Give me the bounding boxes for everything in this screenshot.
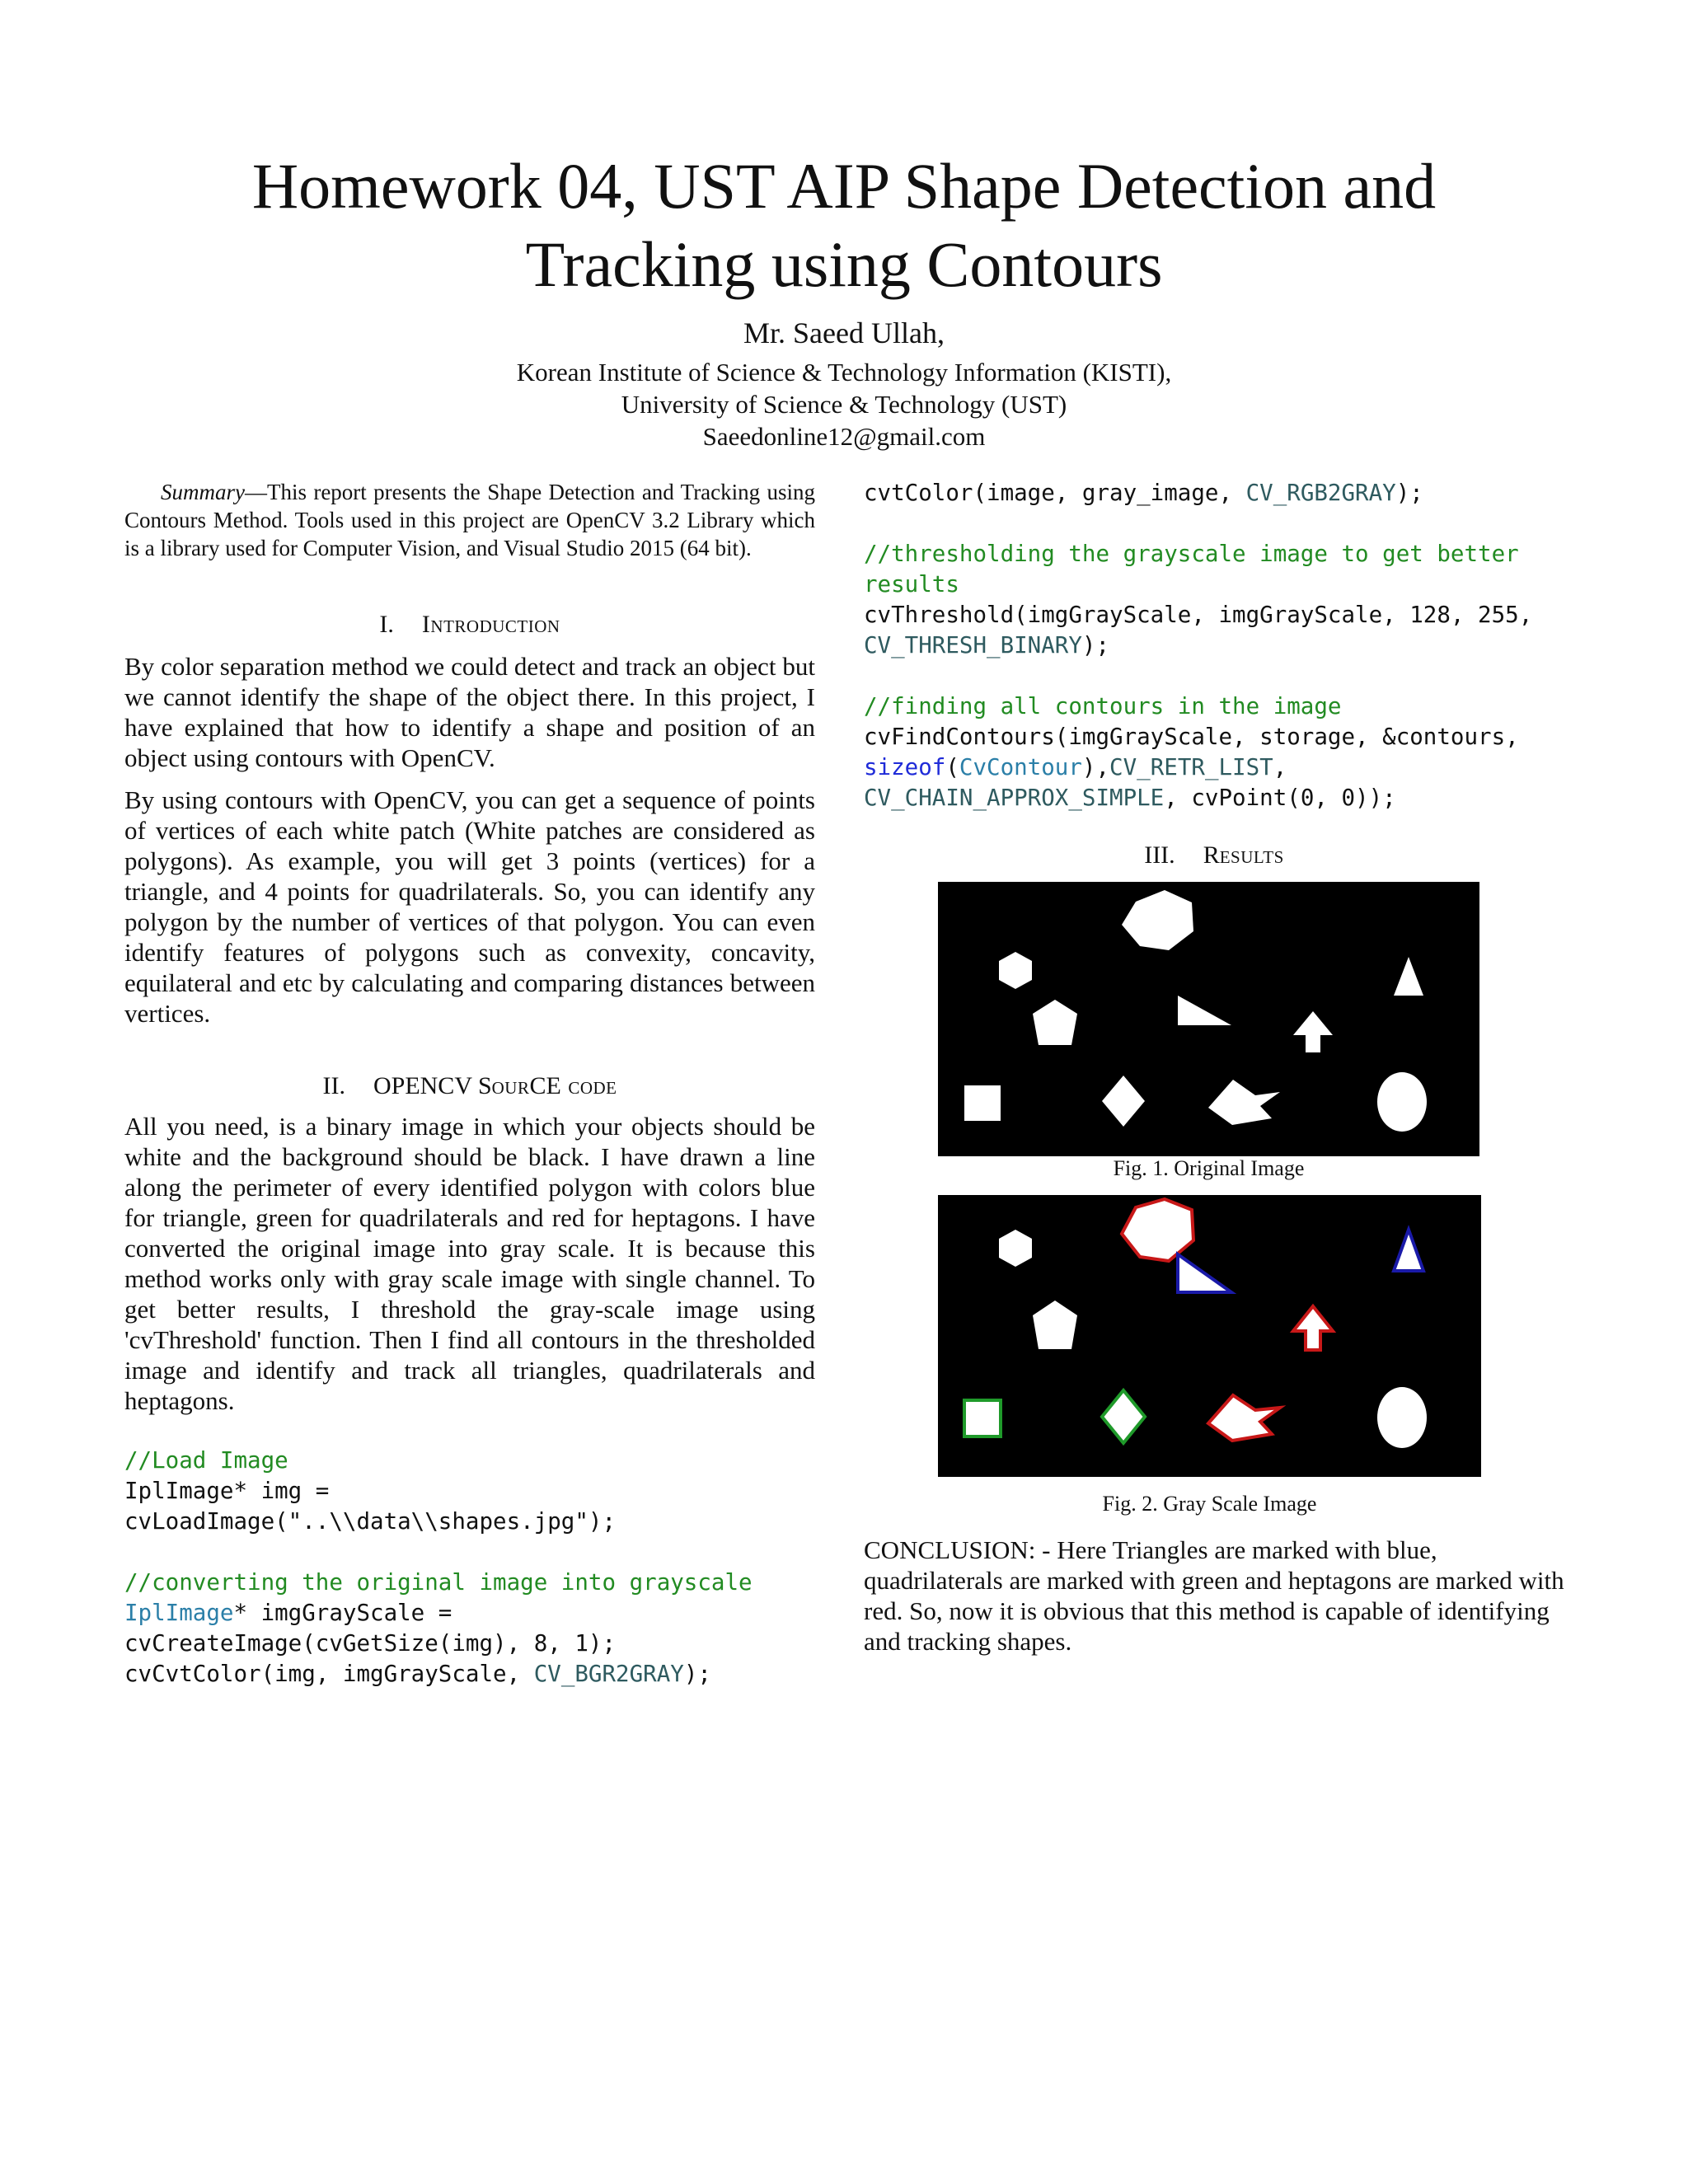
section-number: I.	[379, 611, 394, 638]
section-heading-results	[864, 841, 1564, 870]
code-line: cvFindContours(imgGrayScale, storage, &contours,	[864, 724, 1519, 750]
ellipse-shape	[1377, 1072, 1427, 1132]
left-column	[124, 478, 815, 1690]
code-comment: //converting the original image into grayscale	[124, 1569, 753, 1596]
code-comment: //Load Image	[124, 1447, 288, 1474]
author-email: Saeedonline12@gmail.com	[702, 422, 986, 451]
section-title-part-d: E code	[546, 1072, 617, 1099]
code-block-left	[124, 1446, 815, 1690]
affiliation-kisti: Korean Institute of Science & Technology Information (KISTI),	[516, 358, 1172, 387]
source-paragraph: All you need, is a binary image in which your objects should be white and the background should be black. I have drawn a line along the perimeter of every identified polygon with colors blue for triangle, green for quadrilaterals and red for heptagons. I have converted the original image into gray scale. It is because this method works only with gray scale image with single channel. To get better results, I threshold the gray-scale image using 'cvThreshold' function. Then I find all contours in the thresholded image and identify and track all triangles, quadrilaterals and heptagons.	[124, 1112, 815, 1415]
ellipse-shape	[1377, 1387, 1427, 1448]
title-line-2: Tracking using Contours	[525, 228, 1163, 300]
code-line: CV_CHAIN_APPROX_SIMPLE, cvPoint(0, 0));	[864, 785, 1396, 811]
code-comment: results	[864, 571, 959, 598]
section-title-part-a: R	[1203, 841, 1220, 869]
intro-paragraph-1: By color separation method we could detect and track an object but we cannot identify the shape of the object there. In this project, I have explained that how to identify a shape and position of an object using contours with OpenCV.	[124, 652, 815, 772]
section-number: II.	[322, 1072, 345, 1099]
summary-dash: —	[245, 480, 267, 504]
square-marked-green	[964, 1400, 1001, 1436]
square-shape	[964, 1085, 1001, 1121]
conclusion-paragraph: CONCLUSION: - Here Triangles are marked with blue, quadrilaterals are marked with green and heptagons are marked with red. So, now it is obvious that this method is capable of identifying and tracking shapes.	[864, 1535, 1564, 1656]
right-column	[864, 478, 1564, 813]
code-line: IplImage* imgGrayScale =	[124, 1600, 452, 1626]
section-title-part-b: esults	[1219, 841, 1284, 869]
figure-1-caption: Fig. 1. Original Image	[1113, 1156, 1305, 1180]
code-line: sizeof(CvContour),CV_RETR_LIST,	[864, 754, 1287, 780]
section-title-part-b: our	[491, 1072, 530, 1099]
code-comment: //thresholding the grayscale image to get better	[864, 541, 1519, 567]
title-line-1: Homework 04, UST AIP Shape Detection and	[251, 150, 1437, 222]
summary-paragraph	[124, 478, 815, 562]
figure-original-image	[938, 882, 1479, 1156]
code-line: cvCreateImage(cvGetSize(img), 8, 1);	[124, 1630, 617, 1657]
author-name: Mr. Saeed Ullah,	[743, 316, 945, 349]
summary-label: Summary	[161, 480, 245, 504]
section-title: Introduction	[421, 611, 560, 638]
code-block-right	[864, 478, 1564, 813]
code-line: cvLoadImage("..\\data\\shapes.jpg");	[124, 1508, 617, 1535]
paper-title	[124, 147, 1564, 303]
code-line: IplImage* img =	[124, 1478, 330, 1504]
figure-gray-scale-image	[938, 1195, 1481, 1477]
code-line: cvtColor(image, gray_image, CV_RGB2GRAY);	[864, 480, 1423, 506]
code-line: CV_THRESH_BINARY);	[864, 632, 1110, 658]
summary-text: This report presents the Shape Detection and Tracking using Contours Method. Tools used in this project are OpenCV 3.2 Library which is a library used for Computer Vision, and Visual Studio 2015 (64 bit).	[124, 480, 815, 560]
section-title-part-c: C	[529, 1072, 546, 1099]
section-number: III.	[1144, 841, 1175, 869]
affiliation-ust: University of Science & Technology (UST)	[621, 390, 1067, 419]
section-heading-source-code	[124, 1071, 815, 1101]
code-line: cvThreshold(imgGrayScale, imgGrayScale, 128, 255,	[864, 602, 1533, 628]
code-line: cvCvtColor(img, imgGrayScale, CV_BGR2GRAY);	[124, 1661, 711, 1687]
code-comment: //finding all contours in the image	[864, 693, 1342, 719]
section-title-part-a: OPENCV S	[373, 1072, 492, 1099]
intro-paragraph-2: By using contours with OpenCV, you can get a sequence of points of vertices of each white patch (White patches are considered as polygons). As example, you will get 3 points (vertices) for a triangle, and 4 points for quadrilaterals. So, you can identify any polygon by the number of vertices of that polygon. You can even identify features of polygons such as convexity, concavity, equilateral and etc by calculating and comparing distances between vertices.	[124, 785, 815, 1028]
figure-2-caption: Fig. 2. Gray Scale Image	[1102, 1492, 1317, 1516]
section-heading-introduction	[124, 610, 815, 640]
author-affiliation	[124, 356, 1564, 452]
